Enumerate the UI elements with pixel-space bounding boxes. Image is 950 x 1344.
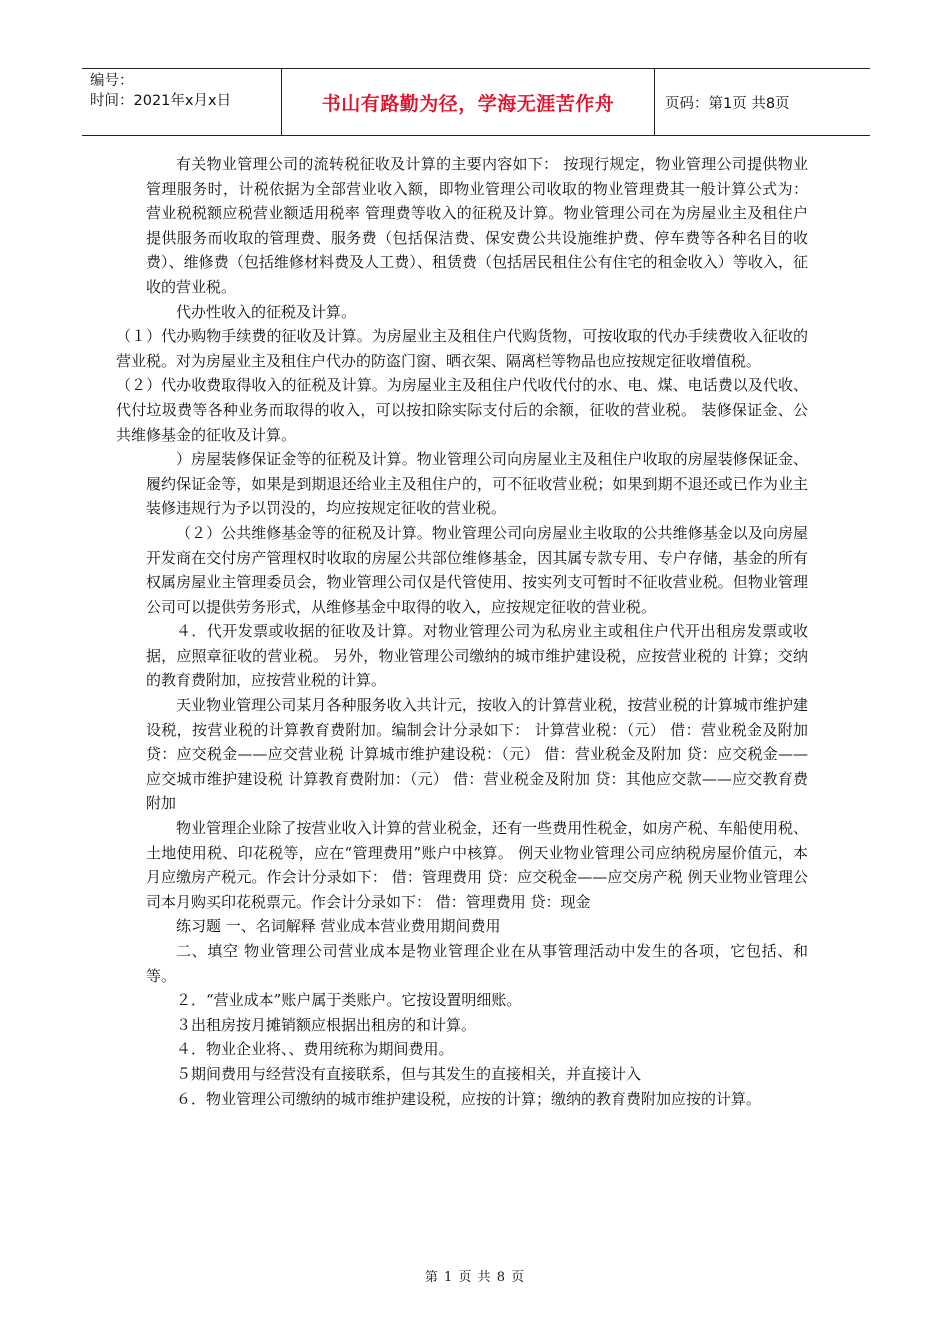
exercise-item: ５期间费用与经营没有直接联系，但与其发生的直接相关，并直接计入 <box>176 1064 642 1083</box>
document-date: 时间：2021年x月x日 <box>90 93 232 109</box>
document-code: 编号： <box>90 73 134 89</box>
exercise-item: ６．物业管理公司缴纳的城市维护建设税，应按的计算；缴纳的教育费附加应按的计算。 <box>176 1089 762 1108</box>
document-body <box>116 152 808 1111</box>
paragraph: ）房屋装修保证金等的征税及计算。物业管理公司向房屋业主及租住户收取的房屋装修保证金、履约保证金等，如果是到期退还给业主及租住户的，可不征收营业税；如果到期不退还或已作为业主装修违规行为予以罚没的，均应按规定征收的营业税。 <box>146 450 808 518</box>
exercise-item: ２．“营业成本”账户属于类账户。它按设置明细账。 <box>176 991 522 1010</box>
exercise-title: 练习题 一、名词解释 营业成本营业费用期间费用 <box>176 917 501 936</box>
paragraph: 物业管理企业除了按营业收入计算的营业税金，还有一些费用性税金，如房产税、车船使用税、土地使用税、印花税等，应在“管理费用”账户中核算。 例天业物业管理公司应纳税房屋价值元，本月应缴房产税元。作会计分录如下： 借：管理费用 贷：应交税金——应交房产税 例天业物业管理公司本月购买印花税票元。作会计分录如下： 借：管理费用 贷：现金 <box>146 819 808 911</box>
paragraph: ４．代开发票或收据的征收及计算。对物业管理公司为私房业主或租住户代开出租房发票或收据，应照章征收的营业税。 另外，物业管理公司缴纳的城市维护建设税，应按营业税的 计算；交纳的教育费附加，应按营业税的计算。 <box>146 622 808 690</box>
paragraph: （２）代办收费取得收入的征税及计算。为房屋业主及租住户代收代付的水、电、煤、电话费以及代收、代付垃圾费等各种业务而取得的收入，可以按扣除实际支付后的余额，征收的营业税。 装修保证金、公共维修基金的征收及计算。 <box>116 376 808 444</box>
header-page-info: 页码：第1页 共8页 <box>665 95 790 112</box>
page-header <box>82 68 870 136</box>
paragraph: （２）公共维修基金等的征税及计算。物业管理公司向房屋业主收取的公共维修基金以及向房屋开发商在交付房产管理权时收取的房屋公共部位维修基金，因其属专款专用、专户存储，基金的所有权属房屋业主管理委员会，物业管理公司仅是代管使用、按实列支可暂时不征收营业税。但物业管理公司可以提供劳务形式，从维修基金中取得的收入，应按规定征收的营业税。 <box>146 523 808 616</box>
page-footer: 第 1 页 共 8 页 <box>424 1270 526 1285</box>
exercise-item: 二、填空 物业管理公司营业成本是物业管理企业在从事管理活动中发生的各项，它包括、和等。 <box>146 942 808 985</box>
paragraph: 有关物业管理公司的流转税征收及计算的主要内容如下： 按现行规定，物业管理公司提供物业管理服务时，计税依据为全部营业收入额，即物业管理公司收取的物业管理费其一般计算公式为： 营业税税额应税营业额适用税率 管理费等收入的征税及计算。物业管理公司在为房屋业主及租住户提供服务而收取的管理费、服务费（包括保洁费、保安费公共设施维护费、停车费等各种名目的收费）、维修费（包括维修材料费及人工费）、租赁费（包括居民租住公有住宅的租金收入）等收入，征收的营业税。 <box>146 155 808 296</box>
paragraph: 代办性收入的征税及计算。 <box>176 302 357 321</box>
header-motto: 书山有路勤为径，学海无涯苦作舟 <box>282 69 655 135</box>
exercise-item: ４．物业企业将、、费用统称为期间费用。 <box>176 1040 454 1059</box>
paragraph: （１）代办购物手续费的征收及计算。为房屋业主及租住户代购货物，可按收取的代办手续费收入征收的营业税。对为房屋业主及租住户代办的防盗门窗、晒衣架、隔离栏等物品也应按规定征收增值税。 <box>116 327 808 370</box>
exercise-item: ３出租房按月摊销额应根据出租房的和计算。 <box>176 1015 477 1034</box>
header-info-cell <box>82 69 282 135</box>
paragraph: 天业物业管理公司某月各种服务收入共计元，按收入的计算营业税，按营业税的计算城市维护建设税，按营业税的计算教育费附加。编制会计分录如下： 计算营业税：（元） 借：营业税金及附加 贷：应交税金——应交营业税 计算城市维护建设税：（元） 借：营业税金及附加 贷：应交税金——应交城市维护建设税 计算教育费附加：（元） 借：营业税金及附加 贷：其他应交款——应交教育费附加 <box>146 696 808 813</box>
